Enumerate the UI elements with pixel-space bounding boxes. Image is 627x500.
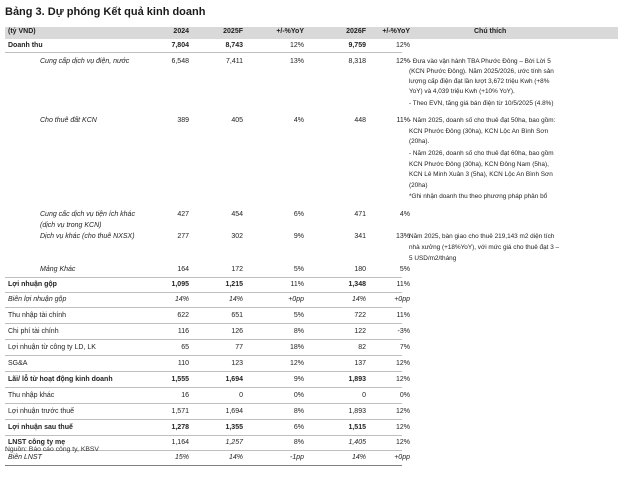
cell-2024: 164 [177, 266, 189, 273]
cell-2025f: 172 [231, 266, 243, 273]
cell-2025f: 7,411 [226, 58, 243, 65]
cell-2026f: 1,515 [348, 424, 366, 431]
cell-2026f: 122 [354, 328, 366, 335]
note-land-line-4: - Năm 2026, doanh số cho thuê đạt 60ha, bao gồm [409, 150, 554, 157]
cell-2025f: 1,355 [225, 424, 243, 431]
note-land-line-8: *Ghi nhận doanh thu theo phương pháp phân bổ [409, 193, 548, 200]
cell-2025f: 651 [231, 312, 243, 319]
source-note: Nguồn: Báo cáo công ty, KBSV [5, 446, 99, 453]
cell-2025f: 1,215 [225, 281, 243, 288]
cell-2024: 1,164 [171, 439, 189, 446]
cell-2024: 277 [177, 233, 189, 240]
cell-yoy-2025: 9% [293, 233, 304, 240]
cell-yoy-2025: 8% [293, 328, 304, 335]
note-land-line-7: (20ha) [409, 182, 428, 189]
note-land-line-6: KCN Lê Minh Xuân 3 (5ha), KCN Lộc An Bình Sơn [409, 171, 553, 178]
cell-yoy-2026: 11% [396, 312, 410, 319]
note-factory-line-3: 5 USD/m2/tháng [409, 255, 457, 262]
cell-yoy-2025: 12% [289, 360, 304, 367]
row-label: Chi phí tài chính [8, 328, 59, 335]
cell-2026f: 1,893 [348, 376, 366, 383]
row-label: Lợi nhuận gộp [8, 281, 57, 288]
row-divider [5, 307, 402, 308]
cell-2024: 1,095 [171, 281, 189, 288]
note-power-line-3: lượng cấp điện đạt lần lượt 3,672 triệu Kwh (+8% [409, 78, 550, 85]
cell-2026f: 9,759 [348, 42, 366, 49]
table-title: Bảng 3. Dự phóng Kết quả kinh doanh [5, 6, 206, 18]
row-label: Cho thuê đất KCN [40, 117, 97, 124]
cell-2025f: 405 [231, 117, 243, 124]
cell-2024: 6,548 [171, 58, 189, 65]
cell-2025f: 1,694 [225, 376, 243, 383]
row-label: Biên lợi nhuận gộp [8, 296, 67, 303]
cell-2025f: 454 [231, 211, 243, 218]
cell-yoy-2025: 13% [289, 58, 304, 65]
row-label: Lãi/ lỗ từ hoạt động kinh doanh [8, 376, 113, 383]
cell-2024: 1,571 [171, 408, 189, 415]
cell-2026f: 180 [354, 266, 366, 273]
cell-2026f: 1,348 [348, 281, 366, 288]
row-divider [5, 339, 402, 340]
cell-2026f: 14% [351, 454, 366, 461]
cell-yoy-2025: 9% [293, 376, 304, 383]
row-divider [5, 52, 402, 53]
row-label: SG&A [8, 360, 28, 367]
row-label: Lợi nhuận sau thuế [8, 424, 73, 431]
row-label: Biên LNST [8, 454, 42, 461]
cell-2024: 622 [177, 312, 189, 319]
cell-2026f: 1,405 [348, 439, 366, 446]
cell-2026f: 137 [354, 360, 366, 367]
cell-yoy-2026: 12% [395, 408, 410, 415]
cell-2025f: 14% [228, 454, 243, 461]
row-label-line2: (dịch vụ trong KCN) [40, 222, 102, 229]
unit-header: (tỷ VND) [8, 28, 36, 35]
note-land-line-5: KCN Phước Đông (30ha), KCN Đông Nam (5ha), [409, 161, 549, 168]
notes-header: Chú thích [474, 28, 507, 35]
cell-yoy-2026: 12% [395, 360, 410, 367]
note-power-line-1: - Đưa vào vận hành TBA Phước Đông – Bời Lời 5 [409, 58, 551, 65]
cell-yoy-2026: 12% [395, 376, 410, 383]
cell-2025f: 126 [231, 328, 243, 335]
cell-yoy-2026: 12% [395, 424, 410, 431]
cell-2026f: 82 [358, 344, 366, 351]
cell-yoy-2025: 5% [293, 312, 304, 319]
cell-2024: 1,555 [171, 376, 189, 383]
row-divider [5, 435, 402, 436]
row-divider [5, 323, 402, 324]
cell-yoy-2025: 4% [293, 117, 304, 124]
col-yoy-2025-header: +/-%YoY [276, 28, 304, 35]
row-divider [5, 277, 402, 278]
row-divider [5, 403, 402, 404]
row-divider [5, 292, 402, 293]
cell-2024: 7,804 [171, 42, 189, 49]
cell-yoy-2025: +0pp [288, 296, 304, 303]
cell-2024: 1,278 [171, 424, 189, 431]
cell-2025f: 123 [231, 360, 243, 367]
cell-2026f: 471 [354, 211, 366, 218]
row-divider [5, 419, 402, 420]
note-factory-line-1: Năm 2025, bàn giao cho thuê 219,143 m2 diện tích [409, 233, 555, 240]
cell-2026f: 0 [362, 392, 366, 399]
cell-2026f: 341 [354, 233, 366, 240]
cell-2024: 65 [181, 344, 189, 351]
cell-2025f: 302 [231, 233, 243, 240]
cell-yoy-2026: 12% [395, 42, 410, 49]
cell-2025f: 8,743 [225, 42, 243, 49]
cell-yoy-2026: 12% [395, 439, 410, 446]
row-label: Dịch vụ khác (cho thuê NXSX) [40, 233, 135, 240]
cell-yoy-2026: 4% [399, 211, 410, 218]
cell-yoy-2025: 18% [289, 344, 304, 351]
cell-yoy-2025: 8% [293, 439, 304, 446]
cell-2026f: 14% [351, 296, 366, 303]
row-divider [5, 371, 402, 372]
row-divider [5, 355, 402, 356]
row-label: Lợi nhuận từ công ty LD, LK [8, 344, 96, 351]
cell-2024: 15% [174, 454, 189, 461]
note-power-line-5: - Theo EVN, tăng giá bán điện từ 10/5/2025 (4.8%) [409, 100, 554, 107]
cell-2024: 116 [177, 328, 189, 335]
row-label: Cung cấp dịch vụ điện, nước [40, 58, 130, 65]
table-header [5, 27, 618, 39]
cell-yoy-2025: 6% [293, 211, 304, 218]
cell-yoy-2026: 13% [395, 233, 410, 240]
cell-2024: 389 [177, 117, 189, 124]
cell-yoy-2025: -1pp [289, 454, 304, 461]
cell-2024: 110 [177, 360, 189, 367]
cell-yoy-2025: 5% [293, 266, 304, 273]
cell-2024: 16 [181, 392, 189, 399]
row-label: Mảng Khác [40, 266, 76, 273]
cell-2024: 14% [174, 296, 189, 303]
table-bottom-border [5, 465, 402, 466]
cell-2025f: 1,257 [225, 439, 243, 446]
note-land-line-1: - Năm 2025, doanh số cho thuê đạt 50ha, bao gồm: [409, 117, 556, 124]
cell-yoy-2026: 7% [399, 344, 410, 351]
cell-yoy-2026: +0pp [394, 296, 410, 303]
cell-yoy-2026: 5% [399, 266, 410, 273]
row-divider [5, 387, 402, 388]
row-label: Doanh thu [8, 42, 43, 49]
cell-yoy-2025: 11% [290, 281, 304, 288]
cell-2026f: 1,893 [348, 408, 366, 415]
row-label: Cung cấc dịch vụ tiện ích khác [40, 211, 135, 218]
cell-2026f: 448 [354, 117, 366, 124]
col-2026f-header: 2026F [346, 28, 366, 35]
note-power-line-4: YoY) và 4,039 triệu Kwh (+10% YoY). [409, 88, 515, 95]
cell-2025f: 0 [239, 392, 243, 399]
note-power-line-2: (KCN Phước Đông). Năm 2025/2026, ước tính sản [409, 68, 554, 75]
cell-yoy-2026: 11% [396, 281, 410, 288]
cell-yoy-2025: 0% [293, 392, 304, 399]
note-land-line-2: KCN Phước Đông (30ha), KCN Lộc An Bình Sơn [409, 128, 549, 135]
cell-2025f: 77 [235, 344, 243, 351]
cell-yoy-2025: 6% [293, 424, 304, 431]
cell-yoy-2026: -3% [397, 328, 410, 335]
cell-2025f: 14% [228, 296, 243, 303]
col-2025f-header: 2025F [223, 28, 243, 35]
row-label: Thu nhập khác [8, 392, 55, 399]
note-factory-line-2: nhà xưởng (+18%YoY), với mức giá cho thuê đạt 3 – [409, 244, 560, 251]
row-label: Thu nhập tài chính [8, 312, 66, 319]
row-label: Lợi nhuận trước thuế [8, 408, 75, 415]
cell-2024: 427 [177, 211, 189, 218]
cell-yoy-2026: 11% [396, 117, 410, 124]
cell-2025f: 1,694 [225, 408, 243, 415]
cell-2026f: 722 [354, 312, 366, 319]
cell-yoy-2025: 12% [289, 42, 304, 49]
cell-yoy-2026: 0% [399, 392, 410, 399]
cell-yoy-2026: +0pp [394, 454, 410, 461]
col-yoy-2026-header: +/-%YoY [382, 28, 410, 35]
row-label: LNST công ty mẹ [8, 439, 66, 446]
cell-2026f: 8,318 [348, 58, 366, 65]
col-2024-header: 2024 [173, 28, 189, 35]
cell-yoy-2025: 8% [293, 408, 304, 415]
note-land-line-3: (20ha). [409, 138, 430, 145]
cell-yoy-2026: 12% [395, 58, 410, 65]
